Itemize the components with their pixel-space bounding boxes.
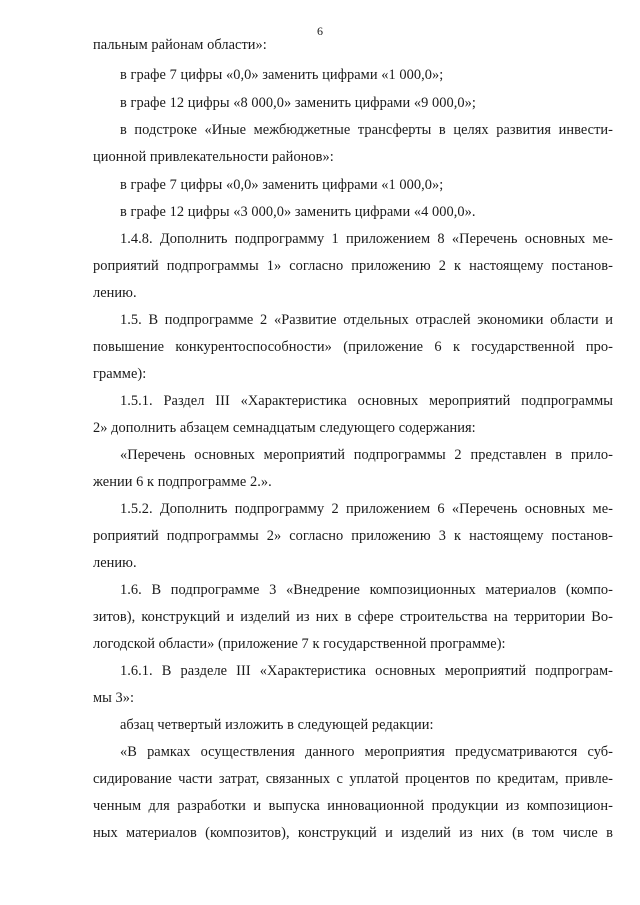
text-line: 1.5. В подпрограмме 2 «Развитие отдельных отраслей экономики области и bbox=[120, 312, 613, 328]
text-line: в графе 7 цифры «0,0» заменить цифрами «1 000,0»; bbox=[120, 67, 444, 83]
text-line: зитов), конструкций и изделий из них в сфере строительства на территории Во- bbox=[93, 609, 613, 625]
page-number: 6 bbox=[317, 24, 323, 38]
text-line: логодской области» (приложение 7 к государственной программе): bbox=[93, 636, 506, 652]
text-line: ченным для разработки и выпуска инновационной продукции из композицион- bbox=[93, 798, 613, 814]
text-line: мы 3»: bbox=[93, 690, 135, 706]
text-line: 1.6. В подпрограмме 3 «Внедрение композиционных материалов (компо- bbox=[120, 582, 613, 598]
text-line: лению. bbox=[93, 285, 137, 301]
text-line: «Перечень основных мероприятий подпрограммы 2 представлен в прило- bbox=[120, 447, 613, 463]
text-line: 2» дополнить абзацем семнадцатым следующего содержания: bbox=[93, 420, 476, 436]
text-line: в графе 7 цифры «0,0» заменить цифрами «1 000,0»; bbox=[120, 177, 444, 193]
text-line: жении 6 к подпрограмме 2.». bbox=[93, 474, 272, 490]
text-line: 1.4.8. Дополнить подпрограмму 1 приложением 8 «Перечень основных ме- bbox=[120, 231, 613, 247]
text-line: «В рамках осуществления данного мероприятия предусматриваются суб- bbox=[120, 744, 613, 760]
text-line: повышение конкурентоспособности» (приложение 6 к государственной про- bbox=[93, 339, 613, 355]
text-line: ных материалов (композитов), конструкций и изделий из них (в том числе в bbox=[93, 825, 613, 841]
text-line: в графе 12 цифры «3 000,0» заменить цифрами «4 000,0». bbox=[120, 204, 476, 220]
text-line: лению. bbox=[93, 555, 137, 571]
text-line: 1.5.2. Дополнить подпрограмму 2 приложением 6 «Перечень основных ме- bbox=[120, 501, 613, 517]
text-line: пальным районам области»: bbox=[93, 37, 267, 53]
text-line: грамме): bbox=[93, 366, 147, 382]
text-line: 1.5.1. Раздел III «Характеристика основных мероприятий подпрограммы bbox=[120, 393, 613, 409]
text-line: в подстроке «Иные межбюджетные трансферты в целях развития инвести- bbox=[120, 122, 613, 138]
text-line: 1.6.1. В разделе III «Характеристика основных мероприятий подпрограм- bbox=[120, 663, 613, 679]
text-line: ционной привлекательности районов»: bbox=[93, 149, 334, 165]
text-line: роприятий подпрограммы 1» согласно приложению 2 к настоящему постанов- bbox=[93, 258, 613, 274]
text-line: абзац четвертый изложить в следующей редакции: bbox=[120, 717, 434, 733]
text-line: в графе 12 цифры «8 000,0» заменить цифрами «9 000,0»; bbox=[120, 95, 476, 111]
text-line: сидирование части затрат, связанных с уплатой процентов по кредитам, привле- bbox=[93, 771, 613, 787]
text-line: роприятий подпрограммы 2» согласно приложению 3 к настоящему постанов- bbox=[93, 528, 613, 544]
